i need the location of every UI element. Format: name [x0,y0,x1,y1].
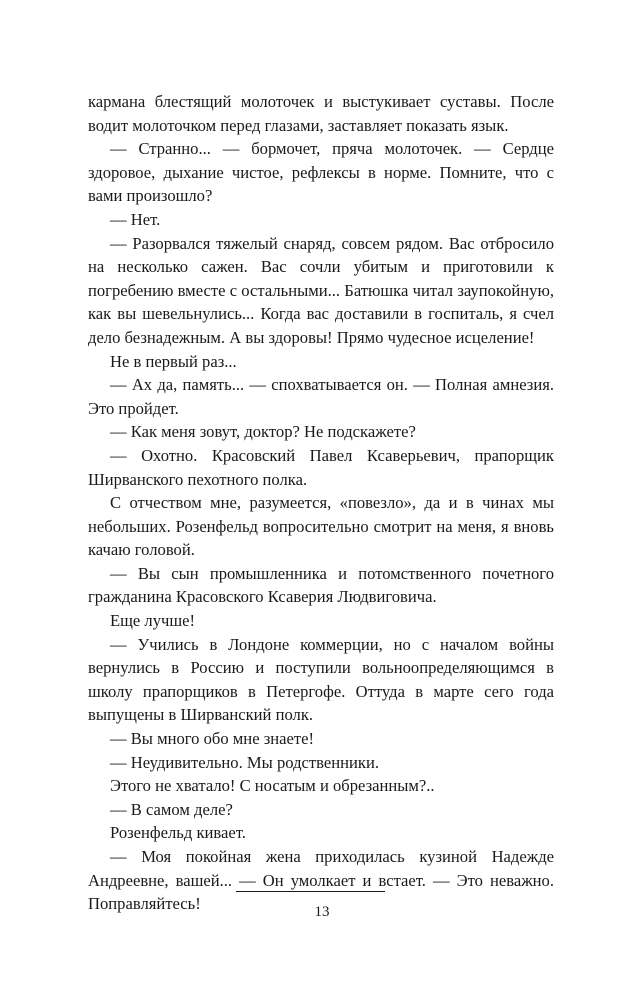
paragraph: — Странно... — бормочет, пряча молоточек. — Сердце здоровое, дыхание чистое, рефлексы в норме. Помните, что с вами произошло? [88,139,554,206]
paragraph: — В самом деле? [110,799,233,819]
footer-divider [236,891,385,892]
paragraph: — Охотно. Красовский Павел Ксаверьевич, прапорщик Ширванского пехотного полка. [88,445,554,489]
paragraph: Не в первый раз... [110,351,237,371]
paragraph: — Вы много обо мне знаете! [110,729,315,749]
paragraph: — Разорвался тяжелый снаряд, совсем рядом. Вас отбросило на несколько сажен. Вас сочли убитым и приготовили к погребению вместе с остальными... Батюшка читал заупокойную, как вы шевельнулись... Когда вас доставили в госпиталь, я счел дело безнадежным. А вы здоровы! Прямо чудесное исцеление! [88,233,554,347]
paragraph: Этого не хватало! С носатым и обрезанным?.. [110,776,435,796]
page-text [88,90,554,916]
paragraph: Еще лучше! [110,611,196,631]
paragraph: — Моя покойная жена приходилась кузиной Надежде Андреевне, вашей... — Он умолкает и встает. — Это неважно. Поправляйтесь! [88,847,554,914]
paragraph: Розенфельд кивает. [110,823,246,843]
paragraph: — Ах да, память... — спохватывается он. — Полная амнезия. Это пройдет. [88,375,554,418]
page-number: 13 [314,904,330,920]
paragraph: — Нет. [110,209,161,229]
paragraph: С отчеством мне, разумеется, «повезло», да и в чинах мы небольших. Розенфельд вопросительно смотрит на меня, я вновь качаю головой. [88,493,554,560]
paragraph: — Вы сын промышленника и потомственного почетного гражданина Красовского Ксаверия Людвиговича. [88,563,554,607]
paragraph: — Учились в Лондоне коммерции, но с началом войны вернулись в Россию и поступили вольноопределяющимся в школу прапорщиков в Петергофе. Оттуда в марте сего года выпущены в Ширванский полк. [88,634,554,725]
paragraph: — Неудивительно. Мы родственники. [110,752,379,772]
paragraph: — Как меня зовут, доктор? Не подскажете? [110,422,416,442]
paragraph: кармана блестящий молоточек и выстукивает суставы. После водит молоточком перед глазами, заставляет показать язык. [88,92,554,135]
